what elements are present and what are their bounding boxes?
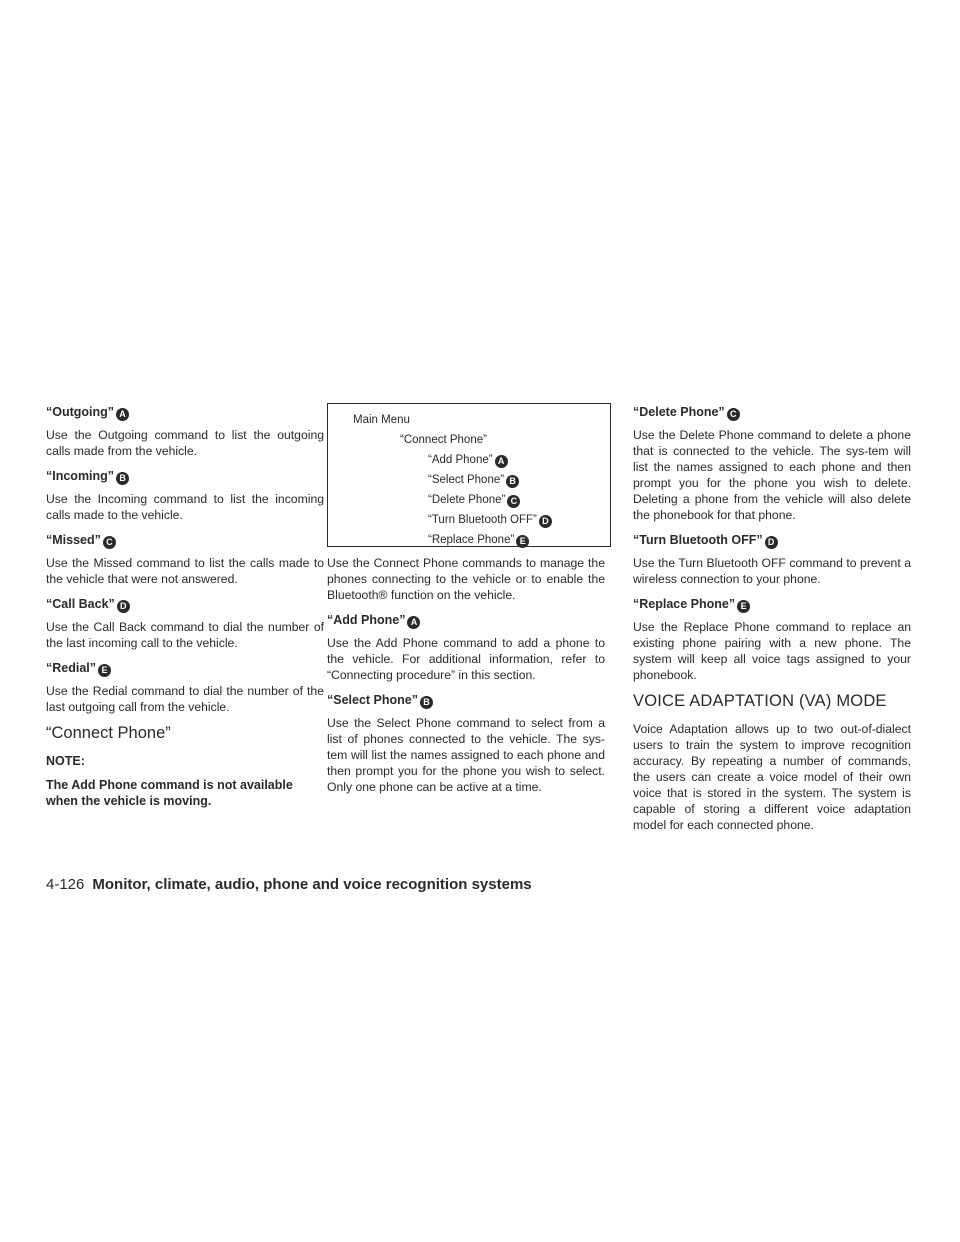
menu-item-replace-phone: “Replace Phone” E (328, 530, 610, 550)
replace-phone-text: Use the Replace Phone command to replace an existing phone pairing with a new phone. The system will keep all voice tags assigned to your phonebook. (633, 620, 911, 682)
marker-d-icon: D (539, 515, 552, 528)
connect-intro-text: Use the Connect Phone commands to manage the phones connecting to the vehicle or to enable the Bluetooth® function on the vehicle. (327, 556, 605, 602)
page-number: 4-126 (46, 876, 85, 893)
marker-c-icon: C (727, 408, 740, 421)
incoming-text: Use the Incoming command to list the incoming calls made to the vehicle. (46, 492, 324, 522)
redial-heading: “Redial” E (46, 659, 324, 677)
delete-phone-heading: “Delete Phone” C (633, 403, 911, 421)
page-footer (46, 876, 532, 893)
replace-phone-heading: “Replace Phone” E (633, 595, 911, 613)
column-right (633, 403, 911, 841)
incoming-heading: “Incoming” B (46, 467, 324, 485)
chapter-title: Monitor, climate, audio, phone and voice recognition systems (92, 876, 532, 893)
marker-a-icon: A (407, 616, 420, 629)
marker-d-icon: D (117, 600, 130, 613)
marker-d-icon: D (765, 536, 778, 549)
bluetooth-off-text: Use the Turn Bluetooth OFF command to prevent a wireless connection to your phone. (633, 556, 911, 586)
missed-text: Use the Missed command to list the calls made to the vehicle that were not answered. (46, 556, 324, 586)
select-phone-heading: “Select Phone” B (327, 691, 605, 709)
marker-b-icon: B (420, 696, 433, 709)
menu-connect-phone: “Connect Phone” (400, 434, 487, 446)
bluetooth-off-heading: “Turn Bluetooth OFF” D (633, 531, 911, 549)
marker-c-icon: C (103, 536, 116, 549)
outgoing-heading: “Outgoing” A (46, 403, 324, 421)
menu-item-select-phone: “Select Phone” B (328, 470, 610, 490)
marker-e-icon: E (516, 535, 529, 548)
menu-main: Main Menu (353, 414, 410, 426)
menu-item-turn-bluetooth-off: “Turn Bluetooth OFF” D (328, 510, 610, 530)
column-left (46, 403, 324, 809)
callback-heading: “Call Back” D (46, 595, 324, 613)
outgoing-text: Use the Outgoing command to list the outgoing calls made from the vehicle. (46, 428, 324, 458)
marker-a-icon: A (116, 408, 129, 421)
note-heading: NOTE: (46, 754, 85, 768)
callback-text: Use the Call Back command to dial the number of the last incoming call to the vehicle. (46, 620, 324, 650)
add-phone-heading: “Add Phone” A (327, 611, 605, 629)
marker-b-icon: B (506, 475, 519, 488)
connect-phone-section-title: “Connect Phone” (46, 724, 171, 742)
note-text: The Add Phone command is not available when the vehicle is moving. (46, 778, 293, 808)
marker-e-icon: E (98, 664, 111, 677)
marker-a-icon: A (495, 455, 508, 468)
add-phone-text: Use the Add Phone command to add a phone to the vehicle. For additional information, refer to “Connecting procedure” in this section. (327, 636, 605, 682)
delete-phone-text: Use the Delete Phone command to delete a phone that is connected to the vehicle. The sys-tem will list the names assigned to each phone and then prompt you for the phone you wish to delete. Deleting a phone from the vehicle will also delete the phonebook for that phone. (633, 428, 911, 522)
redial-text: Use the Redial command to dial the number of the last outgoing call from the vehicle. (46, 684, 324, 714)
menu-item-add-phone: “Add Phone” A (328, 450, 610, 470)
voice-adaptation-text: Voice Adaptation allows up to two out-of-dialect users to train the system to improve recognition accuracy. By repeating a number of commands, the users can create a voice model of their own voice that is stored in the system. The system is capable of storing a different voice adaptation model for each connected phone. (633, 722, 911, 832)
menu-item-delete-phone: “Delete Phone” C (328, 490, 610, 510)
missed-heading: “Missed” C (46, 531, 324, 549)
menu-tree-box (327, 403, 611, 547)
marker-c-icon: C (507, 495, 520, 508)
marker-e-icon: E (737, 600, 750, 613)
column-middle (327, 403, 605, 803)
select-phone-text: Use the Select Phone command to select from a list of phones connected to the vehicle. The sys-tem will list the names assigned to each phone and then prompt you for the phone you wish to select. Only one phone can be active at a time. (327, 716, 605, 794)
marker-b-icon: B (116, 472, 129, 485)
voice-adaptation-section-title: VOICE ADAPTATION (VA) MODE (633, 692, 887, 710)
